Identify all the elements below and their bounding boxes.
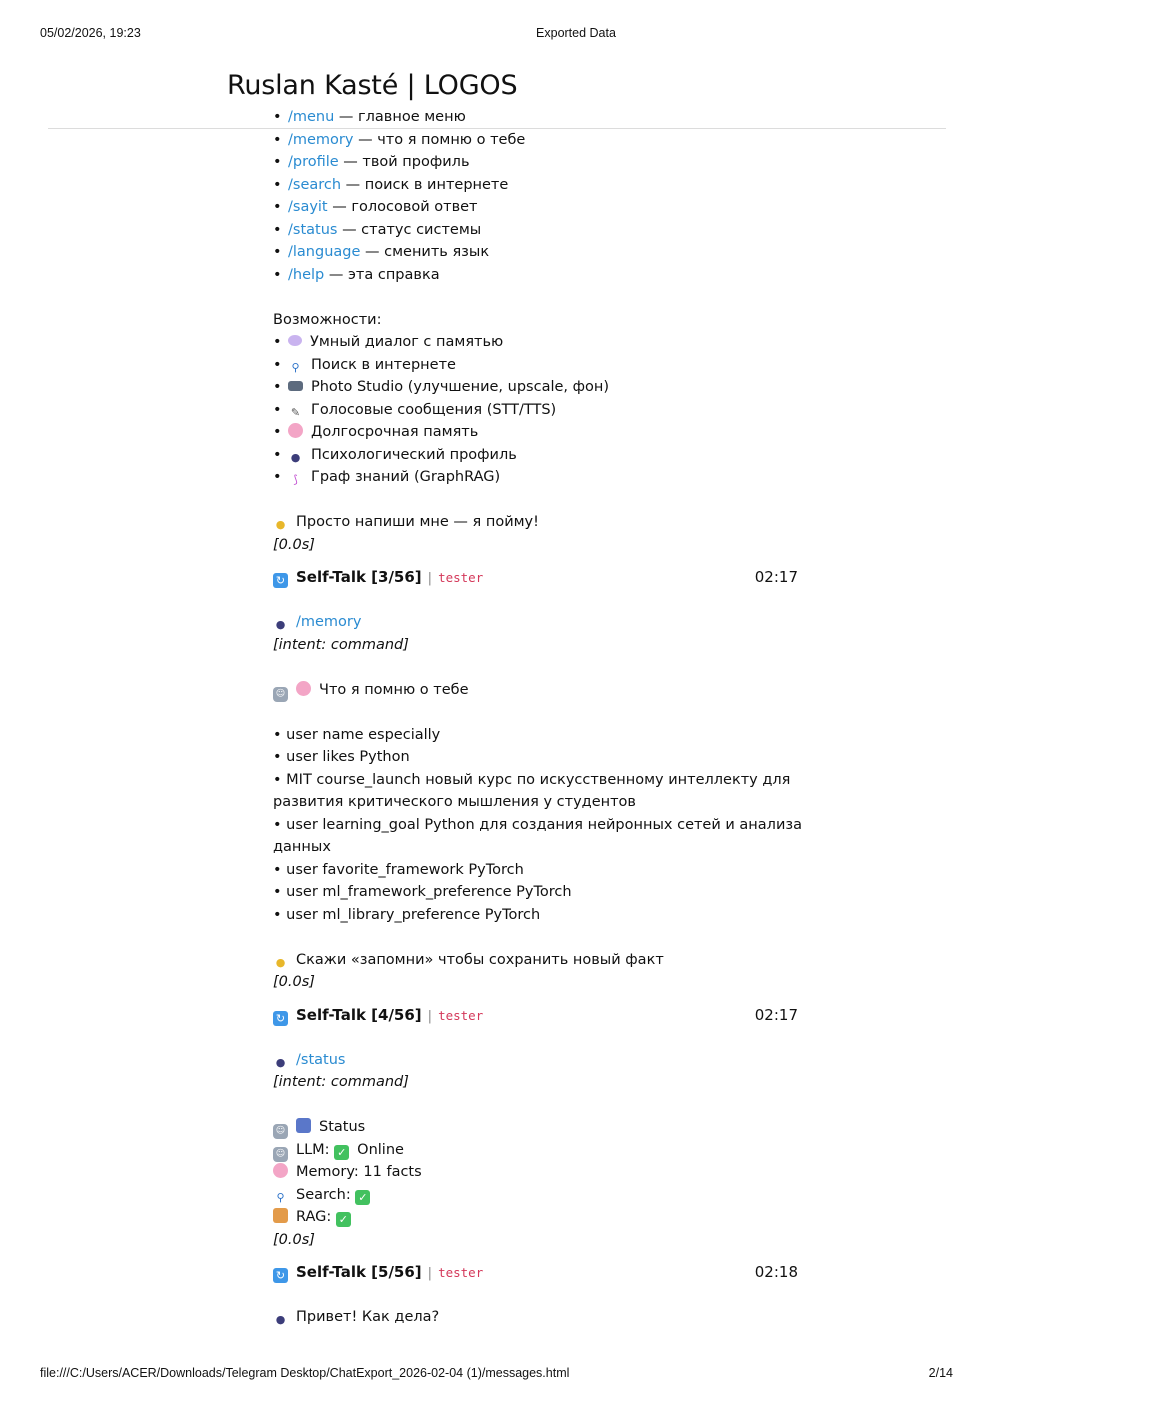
username: tester [438, 570, 484, 585]
print-title: Exported Data [536, 26, 616, 40]
camera-icon [288, 381, 303, 391]
lightbulb-icon: ● [275, 518, 286, 531]
chat-viewport [0, 109, 993, 1359]
check-mark-icon: ✓ [355, 1190, 370, 1205]
microphone-icon: ✎ [290, 405, 301, 419]
command-link-profile[interactable]: /profile [288, 154, 339, 170]
command-link-language[interactable]: /language [288, 244, 361, 260]
page-title: Ruslan Kasté | LOGOS [227, 70, 518, 101]
page-number: 2/14 [928, 1366, 953, 1380]
self-talk-header: ↻ Self-Talk [3/56] | tester 02:17 [273, 562, 813, 592]
fact-item: • user ml_framework_preference PyTorch [273, 884, 572, 900]
tip-line: ● Просто напиши мне — я пойму! [273, 511, 813, 534]
print-url: file:///C:/Users/ACER/Downloads/Telegram Desktop/ChatExport_2026-02-04 (1)/messages.html [40, 1366, 570, 1380]
repeat-icon: ↻ [273, 1268, 288, 1283]
timing: [0.0s] [273, 536, 315, 553]
magnifier-icon: ⚲ [276, 1190, 285, 1204]
user-silhouette-icon: ● [275, 1055, 286, 1069]
self-talk-header: ↻ Self-Talk [4/56] | tester 02:17 [273, 1000, 813, 1030]
feature-item: • ● Психологический профиль [273, 446, 517, 464]
fact-item: • user ml_library_preference PyTorch [273, 906, 541, 923]
self-talk-header: ↻ Self-Talk [5/56] | tester 02:18 [273, 1257, 813, 1287]
chat-content [273, 106, 813, 1329]
command-link[interactable]: /menu [288, 109, 335, 125]
command-link[interactable]: /status [296, 1051, 346, 1068]
check-mark-icon: ✓ [334, 1145, 349, 1160]
user-message [273, 1049, 813, 1072]
brain-icon [273, 1163, 288, 1178]
feature-item: • Умный диалог с памятью [273, 334, 504, 350]
command-link-memory[interactable]: /memory [288, 131, 354, 148]
feature-item: • ✎ Голосовые сообщения (STT/TTS) [273, 401, 557, 419]
fact-item: • user learning_goal Python для создания нейронных сетей и анализа данных [273, 816, 802, 855]
username: tester [438, 1265, 484, 1280]
timing: [0.0s] [273, 1231, 315, 1248]
command-list-item: • /help — эта справка [273, 266, 440, 283]
status-memory: Memory: 11 facts [273, 1161, 813, 1184]
fact-item: • user name especially [273, 726, 441, 743]
repeat-icon: ↻ [273, 1011, 288, 1026]
feature-item: • Долгосрочная память [273, 424, 479, 440]
command-list-item: • /memory — что я помню о тебе [273, 131, 526, 148]
print-header [0, 26, 993, 42]
print-footer [0, 1366, 993, 1382]
brain-icon [288, 423, 303, 438]
user-message [273, 611, 813, 634]
timing: [0.0s] [273, 974, 315, 990]
books-icon [273, 1208, 288, 1223]
robot-icon: ☺ [273, 1147, 288, 1162]
feature-item: • Photo Studio (улучшение, upscale, фон) [273, 379, 610, 395]
command-link-sayit[interactable]: /sayit [288, 199, 328, 215]
user-silhouette-icon: ● [275, 1313, 286, 1326]
username: tester [438, 1007, 484, 1023]
status-rag: RAG: ✓ [273, 1206, 813, 1229]
command-link[interactable]: /memory [296, 614, 362, 630]
print-date: 05/02/2026, 19:23 [40, 26, 141, 40]
robot-icon: ☺ [273, 1124, 288, 1139]
feature-item: • ⚲ Поиск в интернете [273, 356, 456, 374]
self-talk-label: Self-Talk [3/56] [296, 568, 422, 586]
command-list-item: • /profile — твой профиль [273, 154, 470, 170]
robot-icon: ☺ [273, 687, 288, 702]
tip-line: ● Скажи «запомни» чтобы сохранить новый факт [273, 949, 813, 972]
self-talk-label: Self-Talk [4/56] [296, 1005, 422, 1024]
feature-item: • ⟆ Граф знаний (GraphRAG) [273, 469, 501, 486]
lightbulb-icon: ● [275, 955, 286, 969]
status-llm: ☺ LLM: ✓ Online [273, 1139, 813, 1162]
user-silhouette-icon: ● [275, 618, 286, 631]
dna-icon: ⟆ [293, 473, 298, 486]
status-search: ⚲ Search: ✓ [273, 1184, 813, 1207]
command-list-item: • /menu — главное меню [273, 109, 466, 125]
intent: [intent: command] [273, 636, 409, 653]
user-message: ● Привет! Как дела? [273, 1306, 813, 1329]
features-heading: Возможности: [273, 311, 382, 328]
magnifier-icon: ⚲ [291, 360, 300, 374]
brain-icon [296, 681, 311, 696]
message-time: 02:17 [754, 568, 798, 586]
command-list-item: • /sayit — голосовой ответ [273, 199, 478, 215]
command-link-help[interactable]: /help [288, 266, 325, 283]
speech-bubble-icon [288, 335, 302, 346]
repeat-icon: ↻ [273, 573, 288, 588]
status-title: ☺ Status [273, 1116, 813, 1139]
bar-chart-icon [296, 1118, 311, 1133]
command-list-item: • /search — поиск в интернете [273, 176, 509, 193]
message-time: 02:17 [754, 1005, 798, 1024]
self-talk-label: Self-Talk [5/56] [296, 1263, 422, 1281]
check-mark-icon: ✓ [336, 1212, 351, 1227]
command-list-item: • /language — сменить язык [273, 244, 490, 260]
user-silhouette-icon: ● [290, 450, 301, 464]
intent: [intent: command] [273, 1074, 409, 1090]
command-link-search[interactable]: /search [288, 176, 342, 193]
fact-item: • user favorite_framework PyTorch [273, 861, 524, 878]
message-time: 02:18 [754, 1263, 798, 1281]
command-link-status[interactable]: /status [288, 221, 338, 238]
fact-item: • user likes Python [273, 749, 410, 765]
bot-reply-title: ☺ Что я помню о тебе [273, 679, 813, 702]
header-divider [48, 128, 946, 129]
command-list-item: • /status — статус системы [273, 221, 482, 238]
fact-item: • MIT course_launch новый курс по искусственному интеллекту для развития критического мышления у студентов [273, 771, 791, 810]
